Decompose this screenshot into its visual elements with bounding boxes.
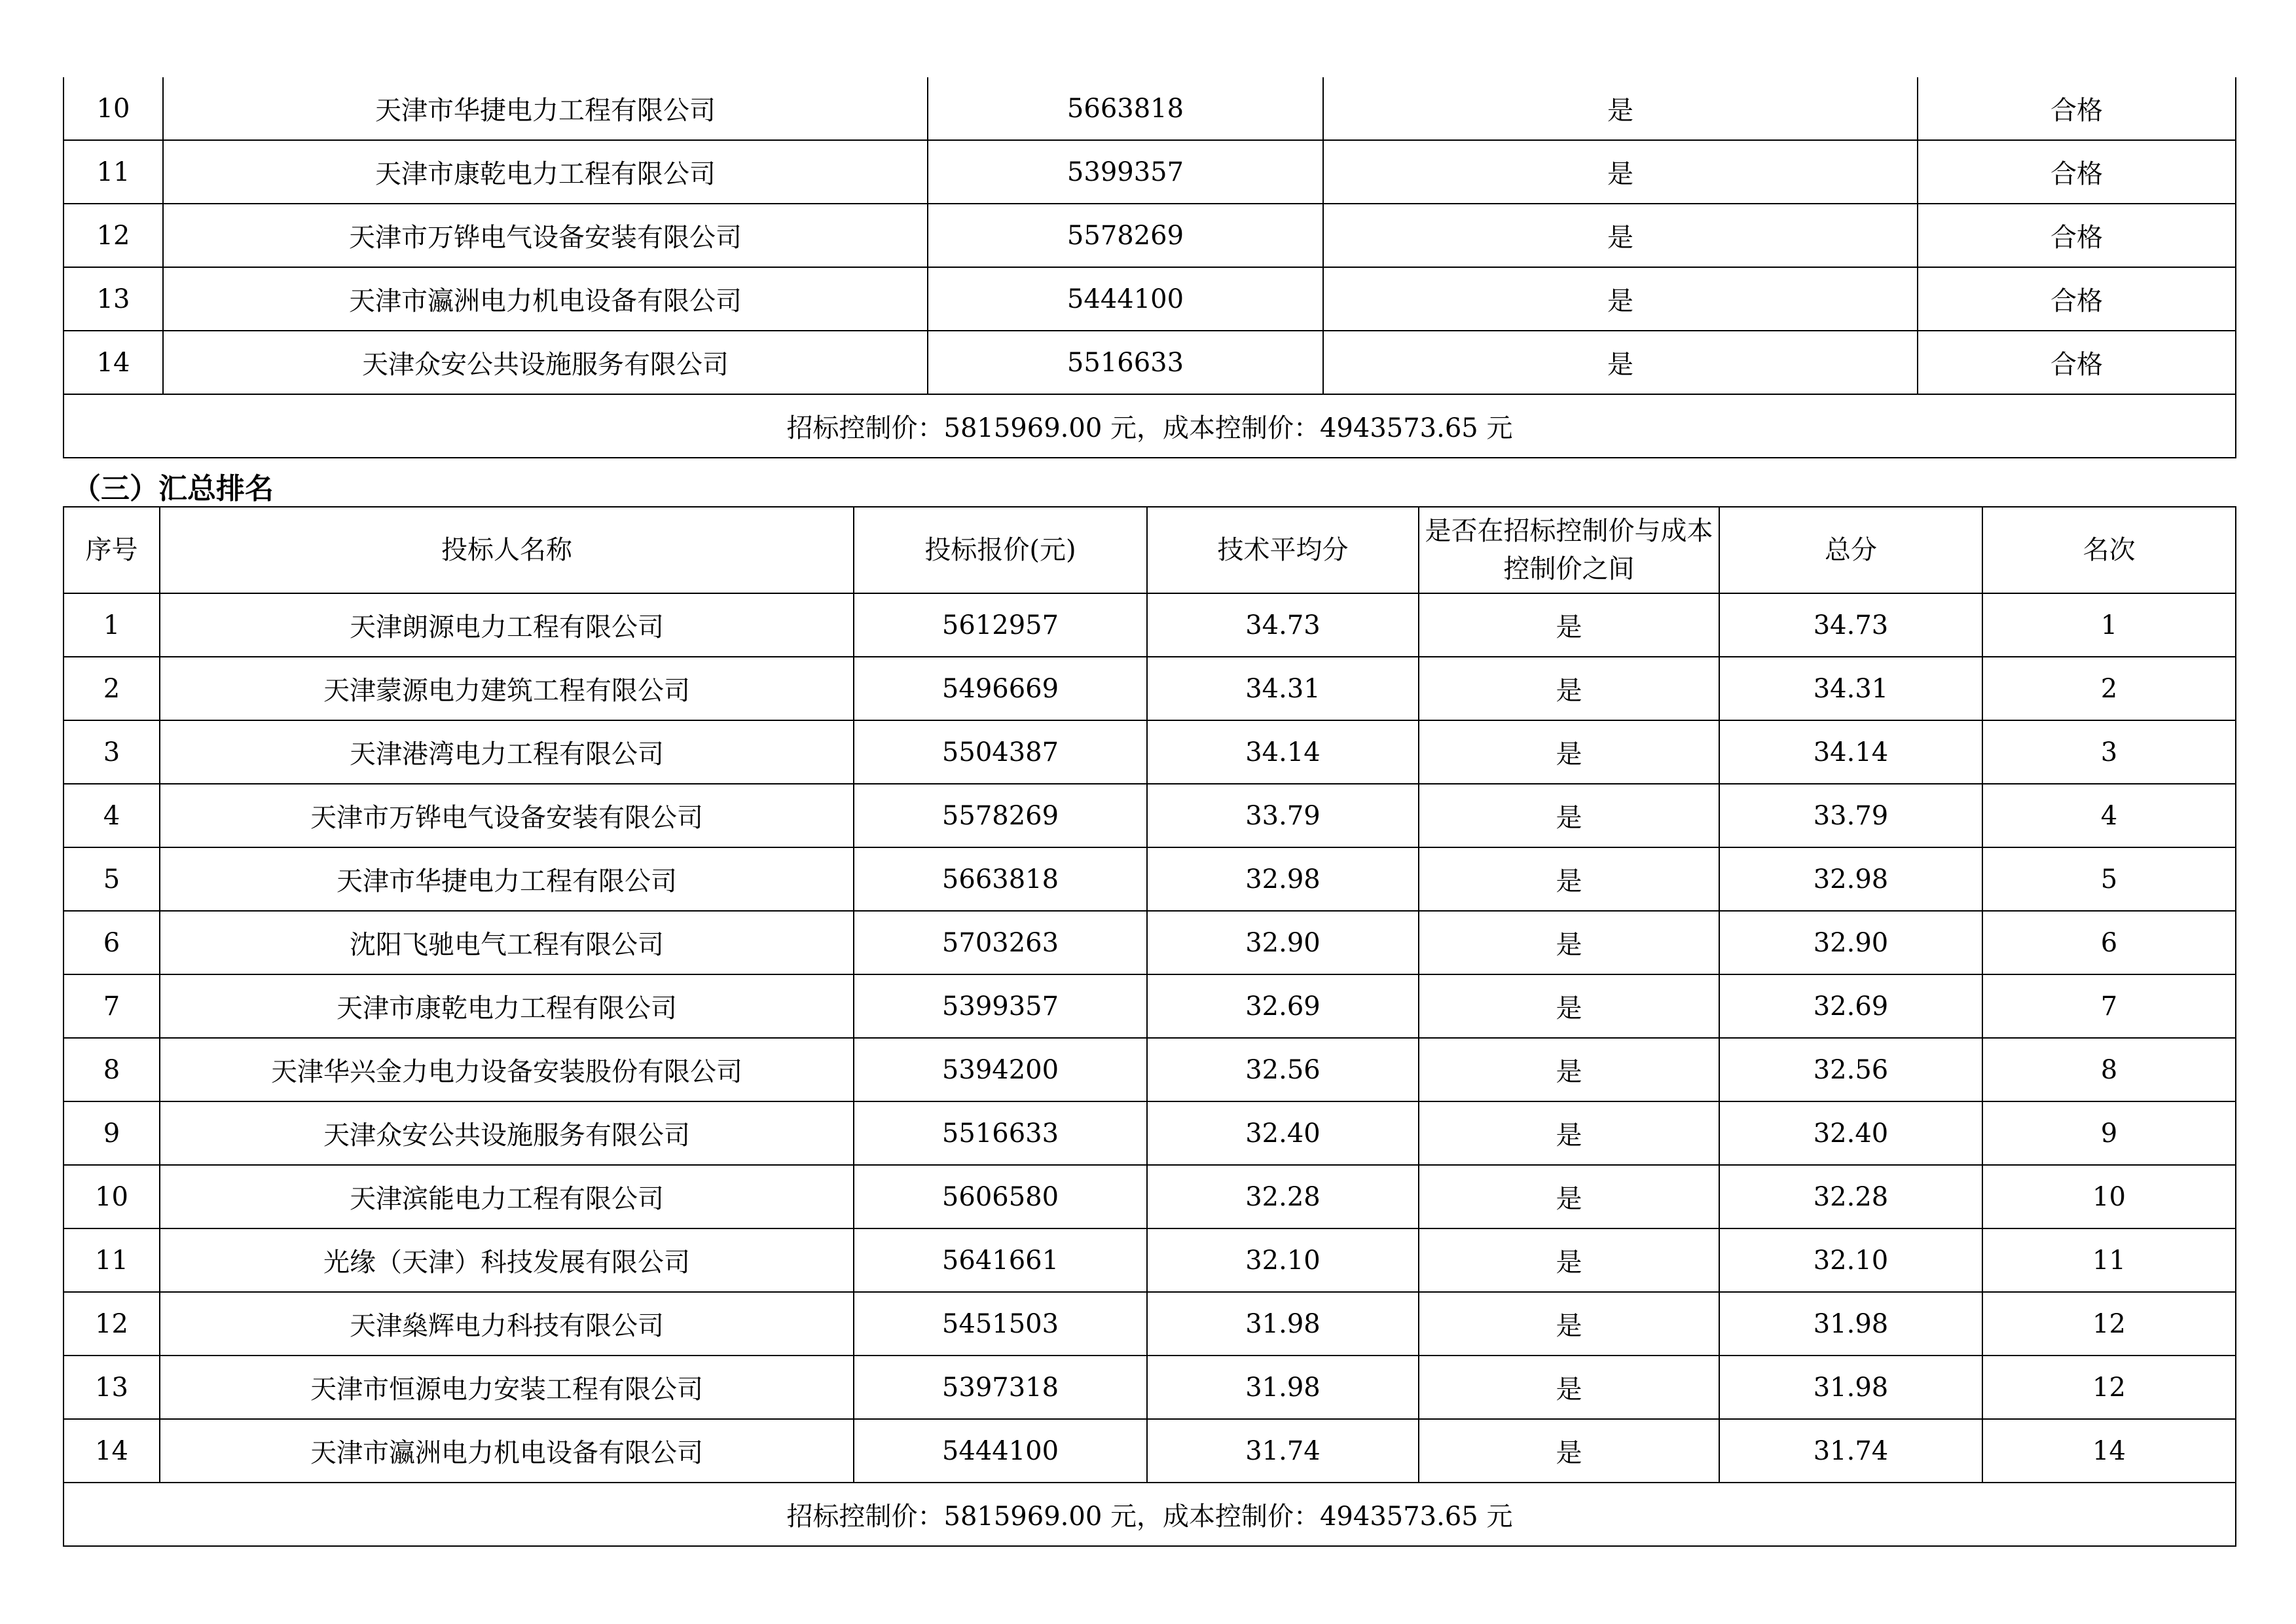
- cell-tech: 32.40: [1147, 1101, 1419, 1165]
- header-price: 投标报价(元): [854, 507, 1147, 593]
- header-rank: 名次: [1982, 507, 2236, 593]
- table-row: [64, 267, 2236, 331]
- cell-no: 10: [64, 1165, 160, 1228]
- table-row: [64, 1419, 2236, 1483]
- cell-name: 天津市恒源电力安装工程有限公司: [160, 1356, 854, 1419]
- cell-price: 5399357: [854, 974, 1147, 1038]
- cell-result: 合格: [1918, 204, 2236, 267]
- cell-price: 5451503: [854, 1292, 1147, 1356]
- header-name: 投标人名称: [160, 507, 854, 593]
- cell-price: 5399357: [928, 140, 1323, 204]
- cell-total: 32.56: [1719, 1038, 1982, 1101]
- cell-tech: 34.73: [1147, 593, 1419, 657]
- cell-within: 是: [1419, 784, 1719, 847]
- cell-price: 5397318: [854, 1356, 1147, 1419]
- cell-name: 天津市康乾电力工程有限公司: [160, 974, 854, 1038]
- cell-name: 天津市万铧电气设备安装有限公司: [163, 204, 928, 267]
- cell-no: 14: [64, 1419, 160, 1483]
- cell-no: 13: [64, 267, 163, 331]
- table-row: [64, 593, 2236, 657]
- cell-total: 32.10: [1719, 1228, 1982, 1292]
- cell-name: 天津市瀛洲电力机电设备有限公司: [160, 1419, 854, 1483]
- cell-within: 是: [1419, 1419, 1719, 1483]
- cell-tech: 32.90: [1147, 911, 1419, 974]
- cell-name: 天津众安公共设施服务有限公司: [163, 331, 928, 394]
- cell-tech: 34.31: [1147, 657, 1419, 720]
- cell-rank: 9: [1982, 1101, 2236, 1165]
- table-row: [64, 1228, 2236, 1292]
- qualification-table: [63, 77, 2236, 458]
- cell-rank: 11: [1982, 1228, 2236, 1292]
- cell-rank: 12: [1982, 1292, 2236, 1356]
- cell-within: 是: [1323, 204, 1918, 267]
- table-row: [64, 1038, 2236, 1101]
- cell-total: 34.14: [1719, 720, 1982, 784]
- cell-name: 天津华兴金力电力设备安装股份有限公司: [160, 1038, 854, 1101]
- cell-within: 是: [1419, 974, 1719, 1038]
- cell-within: 是: [1323, 267, 1918, 331]
- cell-result: 合格: [1918, 331, 2236, 394]
- section-title: （三）汇总排名: [72, 472, 274, 506]
- cell-no: 11: [64, 140, 163, 204]
- cell-name: 天津市华捷电力工程有限公司: [160, 847, 854, 911]
- cell-rank: 10: [1982, 1165, 2236, 1228]
- cell-tech: 32.10: [1147, 1228, 1419, 1292]
- cell-within: 是: [1419, 593, 1719, 657]
- cell-within: 是: [1419, 1101, 1719, 1165]
- cell-rank: 14: [1982, 1419, 2236, 1483]
- cell-within: 是: [1419, 1292, 1719, 1356]
- cell-total: 31.74: [1719, 1419, 1982, 1483]
- cell-name: 天津市华捷电力工程有限公司: [163, 77, 928, 140]
- cell-within: 是: [1323, 77, 1918, 140]
- cell-name: 沈阳飞驰电气工程有限公司: [160, 911, 854, 974]
- cell-total: 31.98: [1719, 1356, 1982, 1419]
- control-price-summary: 招标控制价：5815969.00 元，成本控制价：4943573.65 元: [64, 394, 2236, 458]
- cell-no: 12: [64, 204, 163, 267]
- cell-rank: 3: [1982, 720, 2236, 784]
- cell-price: 5394200: [854, 1038, 1147, 1101]
- cell-price: 5496669: [854, 657, 1147, 720]
- cell-within: 是: [1323, 140, 1918, 204]
- cell-name: 天津市瀛洲电力机电设备有限公司: [163, 267, 928, 331]
- cell-rank: 5: [1982, 847, 2236, 911]
- cell-name: 光缘（天津）科技发展有限公司: [160, 1228, 854, 1292]
- cell-no: 3: [64, 720, 160, 784]
- table-row: [64, 911, 2236, 974]
- cell-no: 2: [64, 657, 160, 720]
- cell-no: 10: [64, 77, 163, 140]
- cell-name: 天津滨能电力工程有限公司: [160, 1165, 854, 1228]
- cell-tech: 32.98: [1147, 847, 1419, 911]
- cell-rank: 7: [1982, 974, 2236, 1038]
- table-row: [64, 847, 2236, 911]
- header-within: 是否在招标控制价与成本控制价之间: [1419, 507, 1719, 593]
- cell-tech: 32.28: [1147, 1165, 1419, 1228]
- table-row: [64, 1292, 2236, 1356]
- cell-tech: 32.56: [1147, 1038, 1419, 1101]
- cell-tech: 31.74: [1147, 1419, 1419, 1483]
- header-no: 序号: [64, 507, 160, 593]
- cell-name: 天津燊辉电力科技有限公司: [160, 1292, 854, 1356]
- cell-total: 32.90: [1719, 911, 1982, 974]
- cell-tech: 34.14: [1147, 720, 1419, 784]
- cell-tech: 33.79: [1147, 784, 1419, 847]
- cell-rank: 8: [1982, 1038, 2236, 1101]
- cell-price: 5612957: [854, 593, 1147, 657]
- cell-no: 6: [64, 911, 160, 974]
- cell-price: 5444100: [928, 267, 1323, 331]
- cell-within: 是: [1419, 847, 1719, 911]
- table-row: [64, 204, 2236, 267]
- cell-no: 14: [64, 331, 163, 394]
- table-row: [64, 720, 2236, 784]
- table-row: [64, 140, 2236, 204]
- cell-total: 34.73: [1719, 593, 1982, 657]
- cell-price: 5663818: [928, 77, 1323, 140]
- cell-result: 合格: [1918, 140, 2236, 204]
- cell-price: 5703263: [854, 911, 1147, 974]
- cell-no: 11: [64, 1228, 160, 1292]
- cell-rank: 4: [1982, 784, 2236, 847]
- table-header-row: [64, 507, 2236, 593]
- cell-price: 5516633: [928, 331, 1323, 394]
- cell-no: 13: [64, 1356, 160, 1419]
- cell-no: 12: [64, 1292, 160, 1356]
- cell-price: 5606580: [854, 1165, 1147, 1228]
- cell-name: 天津市万铧电气设备安装有限公司: [160, 784, 854, 847]
- cell-name: 天津市康乾电力工程有限公司: [163, 140, 928, 204]
- cell-name: 天津蒙源电力建筑工程有限公司: [160, 657, 854, 720]
- table-row: [64, 974, 2236, 1038]
- cell-total: 32.28: [1719, 1165, 1982, 1228]
- cell-within: 是: [1419, 911, 1719, 974]
- cell-no: 9: [64, 1101, 160, 1165]
- cell-within: 是: [1323, 331, 1918, 394]
- cell-within: 是: [1419, 720, 1719, 784]
- table-row: [64, 77, 2236, 140]
- cell-name: 天津朗源电力工程有限公司: [160, 593, 854, 657]
- cell-price: 5444100: [854, 1419, 1147, 1483]
- cell-no: 8: [64, 1038, 160, 1101]
- cell-result: 合格: [1918, 267, 2236, 331]
- cell-rank: 12: [1982, 1356, 2236, 1419]
- cell-within: 是: [1419, 1038, 1719, 1101]
- cell-within: 是: [1419, 1356, 1719, 1419]
- cell-total: 34.31: [1719, 657, 1982, 720]
- cell-rank: 6: [1982, 911, 2236, 974]
- cell-tech: 31.98: [1147, 1292, 1419, 1356]
- header-tech: 技术平均分: [1147, 507, 1419, 593]
- cell-tech: 32.69: [1147, 974, 1419, 1038]
- cell-no: 4: [64, 784, 160, 847]
- ranking-table: [63, 506, 2236, 1547]
- cell-price: 5578269: [854, 784, 1147, 847]
- table-row: [64, 331, 2236, 394]
- cell-total: 32.98: [1719, 847, 1982, 911]
- table-row: [64, 1101, 2236, 1165]
- cell-no: 1: [64, 593, 160, 657]
- cell-price: 5663818: [854, 847, 1147, 911]
- cell-tech: 31.98: [1147, 1356, 1419, 1419]
- cell-price: 5578269: [928, 204, 1323, 267]
- cell-total: 31.98: [1719, 1292, 1982, 1356]
- table-row: [64, 1356, 2236, 1419]
- cell-name: 天津众安公共设施服务有限公司: [160, 1101, 854, 1165]
- table-row: [64, 784, 2236, 847]
- cell-rank: 1: [1982, 593, 2236, 657]
- summary-row: [64, 1483, 2236, 1546]
- cell-name: 天津港湾电力工程有限公司: [160, 720, 854, 784]
- cell-price: 5504387: [854, 720, 1147, 784]
- summary-row: [64, 394, 2236, 458]
- cell-total: 32.69: [1719, 974, 1982, 1038]
- table-row: [64, 1165, 2236, 1228]
- cell-price: 5641661: [854, 1228, 1147, 1292]
- table-row: [64, 657, 2236, 720]
- cell-no: 7: [64, 974, 160, 1038]
- cell-no: 5: [64, 847, 160, 911]
- header-total: 总分: [1719, 507, 1982, 593]
- cell-within: 是: [1419, 1228, 1719, 1292]
- cell-total: 32.40: [1719, 1101, 1982, 1165]
- control-price-summary: 招标控制价：5815969.00 元，成本控制价：4943573.65 元: [64, 1483, 2236, 1546]
- cell-within: 是: [1419, 1165, 1719, 1228]
- cell-price: 5516633: [854, 1101, 1147, 1165]
- cell-total: 33.79: [1719, 784, 1982, 847]
- cell-within: 是: [1419, 657, 1719, 720]
- cell-rank: 2: [1982, 657, 2236, 720]
- cell-result: 合格: [1918, 77, 2236, 140]
